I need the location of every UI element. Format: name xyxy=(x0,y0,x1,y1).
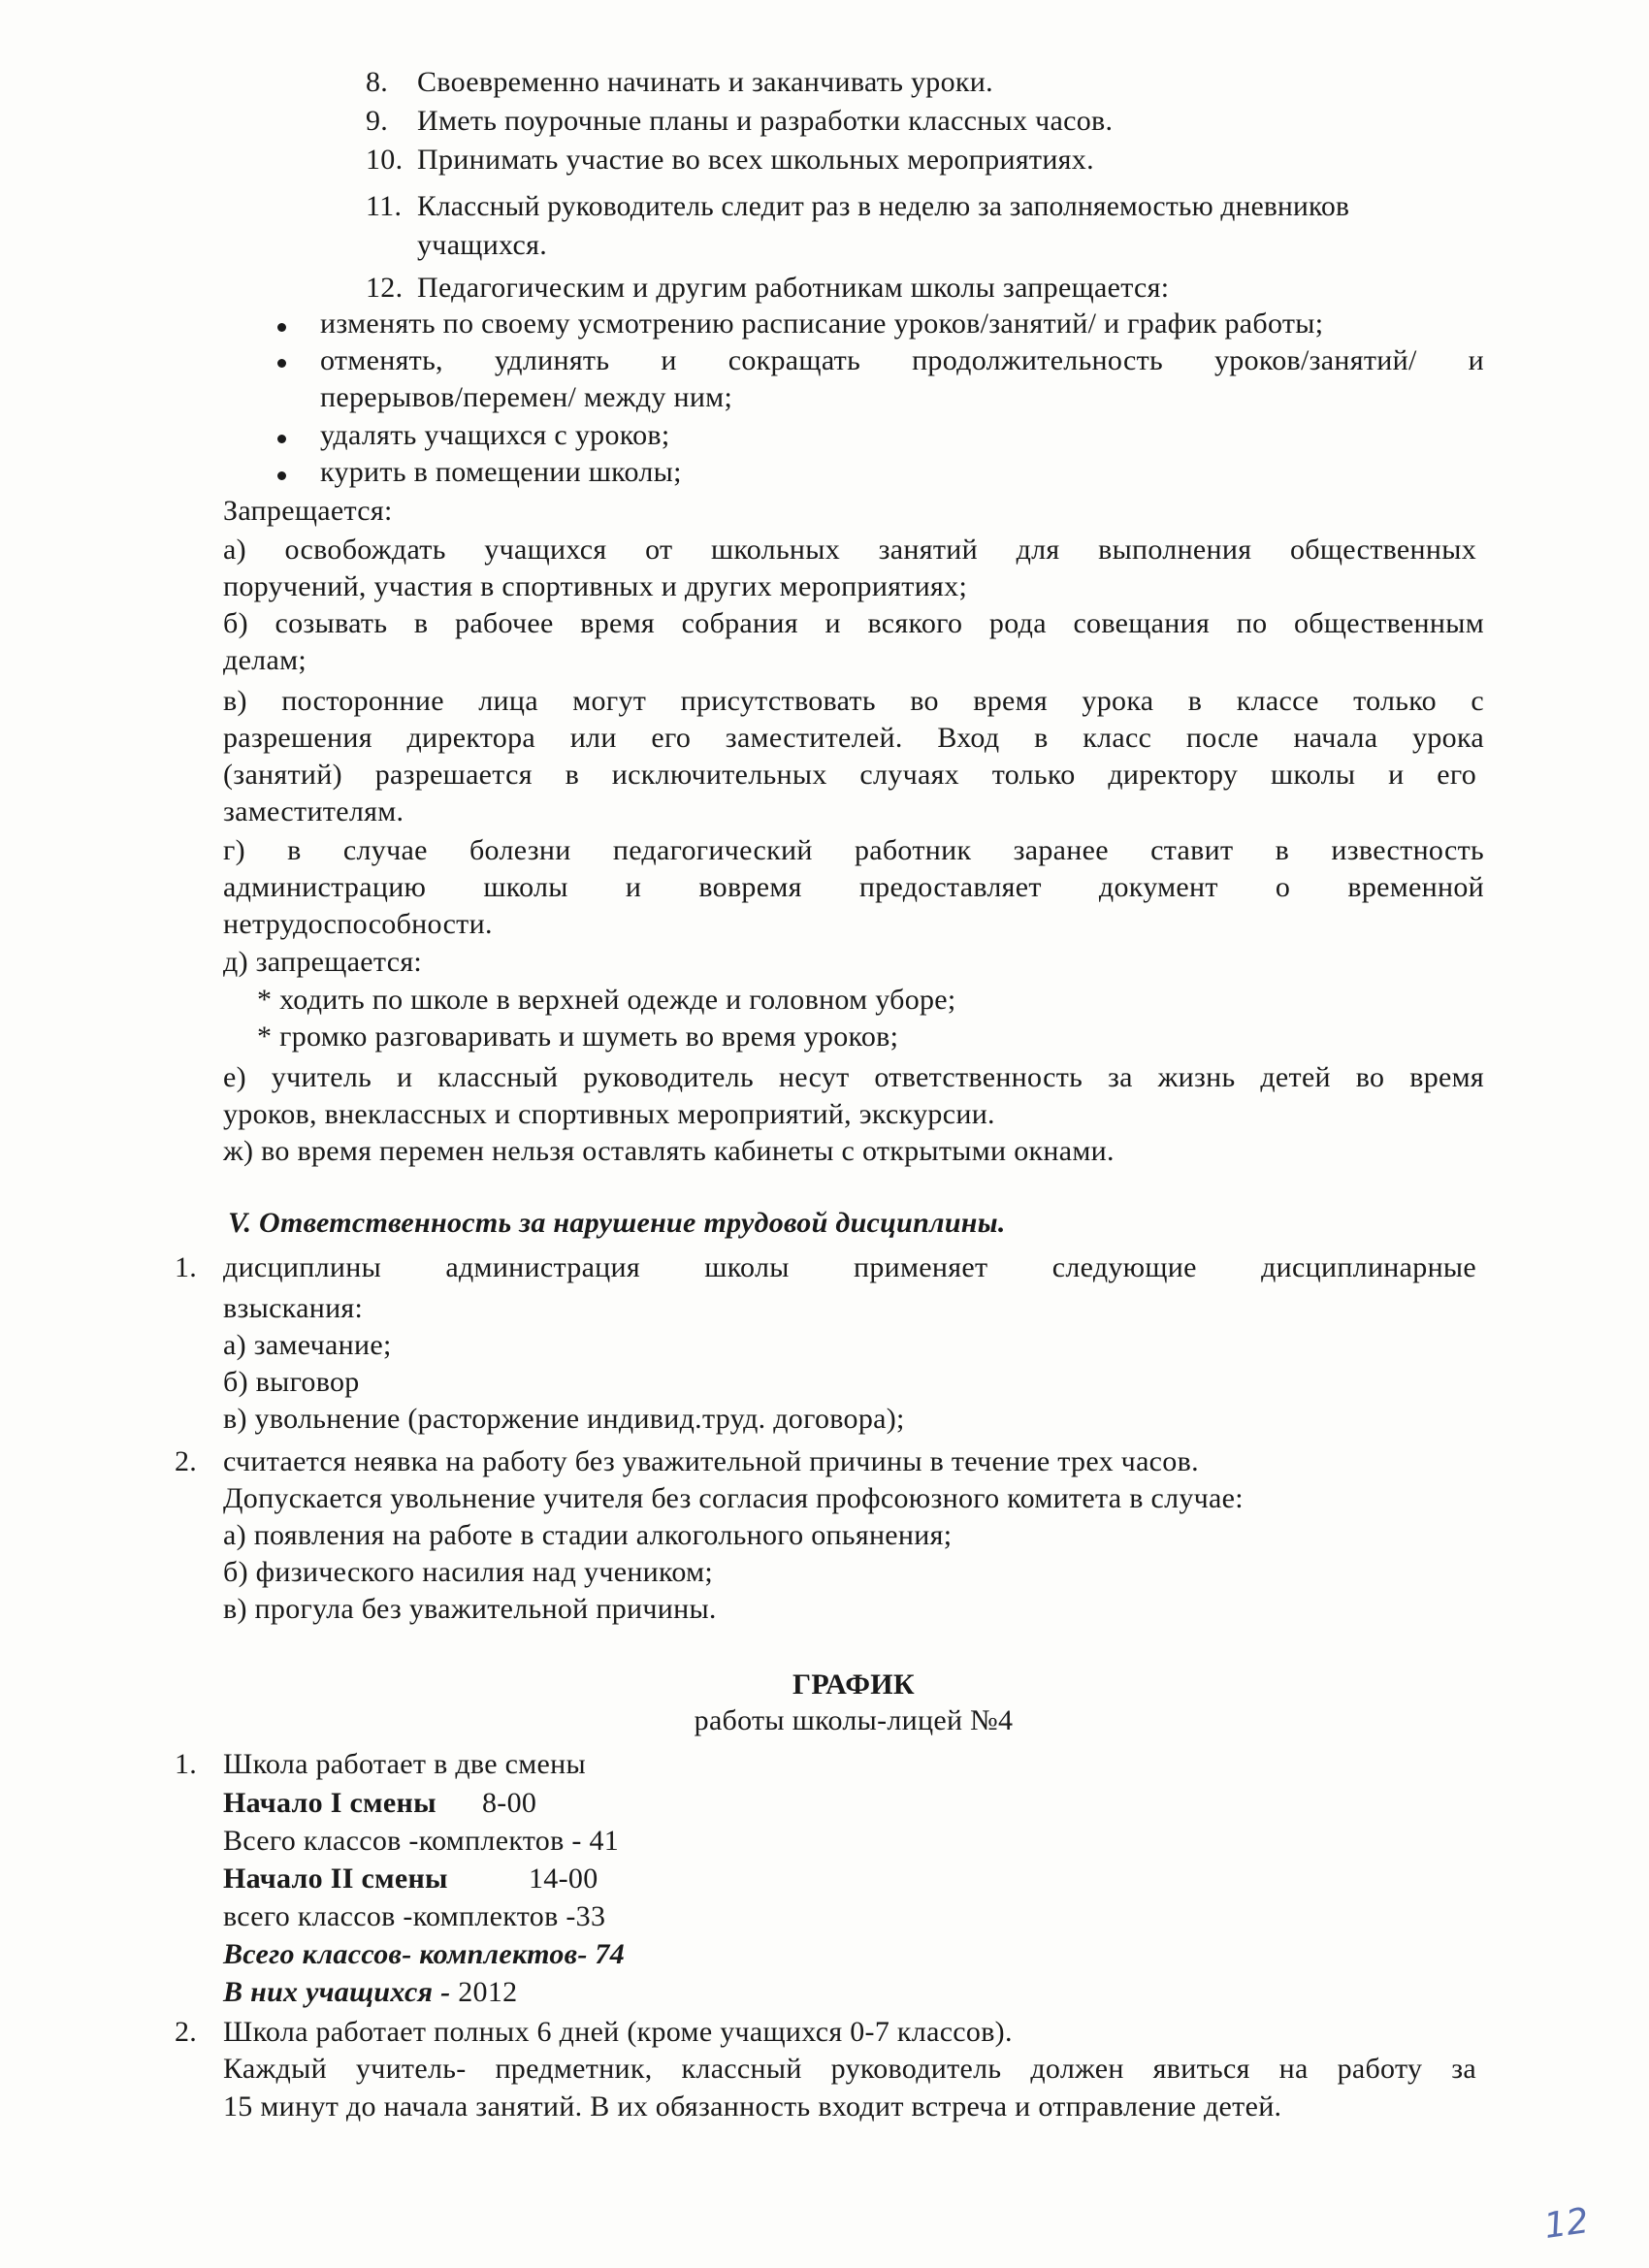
section-5-item1-line1: дисциплины администрация школы применяет следующие дисциплинарные xyxy=(223,1251,1476,1283)
section-5-item1-num: 1. xyxy=(175,1251,198,1283)
item-8-text: Своевременно начинать и заканчивать уроки. xyxy=(417,66,993,98)
prohibited-d-line2: администрацию школы и вовремя предоставляет документ о временной xyxy=(223,871,1484,903)
prohibited-b-line1: б) созывать в рабочее время собрания и всякого рода совещания по общественным xyxy=(223,607,1484,639)
item-10-num: 10. xyxy=(366,144,404,176)
item-11-text: Классный руководитель следит раз в неделю за заполняемостью дневников xyxy=(417,191,1350,222)
shift1-time: 8-00 xyxy=(482,1787,537,1819)
schedule-title: ГРАФИК xyxy=(792,1669,915,1701)
section-5-item2-b: б) физического насилия над учеником; xyxy=(223,1556,714,1588)
prohibited-d-line1: г) в случае болезни педагогический работник заранее ставит в известность xyxy=(223,834,1484,866)
section-5-item2-line2: Допускается увольнение учителя без согласия профсоюзного комитета в случае: xyxy=(223,1482,1244,1514)
schedule-item1-line1: Школа работает в две смены xyxy=(223,1748,586,1780)
prohibited-e-item1: * ходить по школе в верхней одежде и головном уборе; xyxy=(257,984,956,1016)
shift1-label: Начало I смены xyxy=(223,1787,436,1819)
prohibited-a-line1: а) освобождать учащихся от школьных занятий для выполнения общественных xyxy=(223,534,1476,566)
bullet-item-lessons-cont: перерывов/перемен/ между ним; xyxy=(320,381,733,413)
shift2-total: всего классов -комплектов -33 xyxy=(223,1900,606,1932)
item-8-num: 8. xyxy=(366,66,389,98)
schedule-item2-line2: Каждый учитель- предметник, классный руководитель должен явиться на работу за xyxy=(223,2053,1476,2085)
bullet-item-smoking: курить в помещении школы; xyxy=(320,456,682,488)
section-5-item2-c: в) прогула без уважительной причины. xyxy=(223,1593,717,1625)
section-5-item2-a: а) появления на работе в стадии алкогольного опьянения; xyxy=(223,1519,953,1551)
prohibited-c-line2: разрешения директора или его заместителей. Вход в класс после начала урока xyxy=(223,722,1484,754)
schedule-subtitle: работы школы-лицей №4 xyxy=(694,1704,1014,1736)
section-5-item1-a: а) замечание; xyxy=(223,1329,392,1361)
bullet-item-remove-students: удалять учащихся с уроков; xyxy=(320,419,670,451)
prohibited-g-line1: ж) во время перемен нельзя оставлять кабинеты с открытыми окнами. xyxy=(223,1135,1115,1167)
prohibited-a-line2: поручений, участия в спортивных и других мероприятиях; xyxy=(223,570,968,602)
bullet-item-schedule: изменять по своему усмотрению расписание уроков/занятий/ и график работы; xyxy=(320,308,1324,340)
page-number: 12 xyxy=(1541,2201,1592,2247)
students-label: В них учащихся - xyxy=(223,1976,451,2008)
total-classes: Всего классов- комплектов- 74 xyxy=(223,1938,626,1970)
shift2-label: Начало II смены xyxy=(223,1863,448,1895)
section-5-item1-c: в) увольнение (расторжение индивид.труд. договора); xyxy=(223,1403,905,1435)
section-5-item2-num: 2. xyxy=(175,1445,198,1477)
schedule-item2-line1: Школа работает полных 6 дней (кроме учащихся 0-7 классов). xyxy=(223,2016,1013,2048)
prohibited-f-line2: уроков, внеклассных и спортивных мероприятий, экскурсии. xyxy=(223,1098,995,1130)
bullet-icon xyxy=(277,323,286,332)
section-5-item2-line1: считается неявка на работу без уважительной причины в течение трех часов. xyxy=(223,1445,1199,1477)
item-9-num: 9. xyxy=(366,105,389,137)
prohibited-c-line3: (занятий) разрешается в исключительных случаях только директору школы и его xyxy=(223,759,1476,791)
item-12-text: Педагогическим и другим работникам школы запрещается: xyxy=(417,272,1170,304)
shift2-time: 14-00 xyxy=(529,1863,598,1895)
prohibited-e-item2: * громко разговаривать и шуметь во время уроков; xyxy=(257,1021,899,1053)
item-9-text: Иметь поурочные планы и разработки классных часов. xyxy=(417,105,1114,137)
prohibited-f-line1: е) учитель и классный руководитель несут ответственность за жизнь детей во время xyxy=(223,1061,1484,1093)
item-11-continuation: учащихся. xyxy=(417,229,548,261)
shift1-total: Всего классов -комплектов - 41 xyxy=(223,1825,620,1857)
schedule-item1-num: 1. xyxy=(175,1748,198,1780)
item-12-num: 12. xyxy=(366,272,404,304)
prohibited-b-line2: делам; xyxy=(223,644,307,676)
students-value: 2012 xyxy=(458,1976,518,2008)
prohibited-c-line1: в) посторонние лица могут присутствовать во время урока в классе только с xyxy=(223,685,1484,717)
section-5-title: V. Ответственность за нарушение трудовой дисциплины. xyxy=(228,1207,1006,1239)
prohibited-heading: Запрещается: xyxy=(223,495,393,527)
bullet-icon xyxy=(277,471,286,480)
prohibited-d-line3: нетрудоспособности. xyxy=(223,908,493,940)
bullet-item-lessons: отменять, удлинять и сокращать продолжительность уроков/занятий/ и xyxy=(320,344,1484,376)
students-total xyxy=(223,1974,517,2011)
schedule-item2-num: 2. xyxy=(175,2016,198,2048)
prohibited-e-heading: д) запрещается: xyxy=(223,946,423,978)
section-5-item1-line2: взыскания: xyxy=(223,1292,364,1324)
item-10-text: Принимать участие во всех школьных мероприятиях. xyxy=(417,144,1094,176)
bullet-icon xyxy=(277,359,286,368)
prohibited-c-line4: заместителям. xyxy=(223,795,404,827)
schedule-item2-line3: 15 минут до начала занятий. В их обязанность входит встреча и отправление детей. xyxy=(223,2090,1282,2122)
section-5-item1-b: б) выговор xyxy=(223,1366,360,1398)
item-11-num: 11. xyxy=(366,190,403,222)
bullet-icon xyxy=(277,435,286,443)
